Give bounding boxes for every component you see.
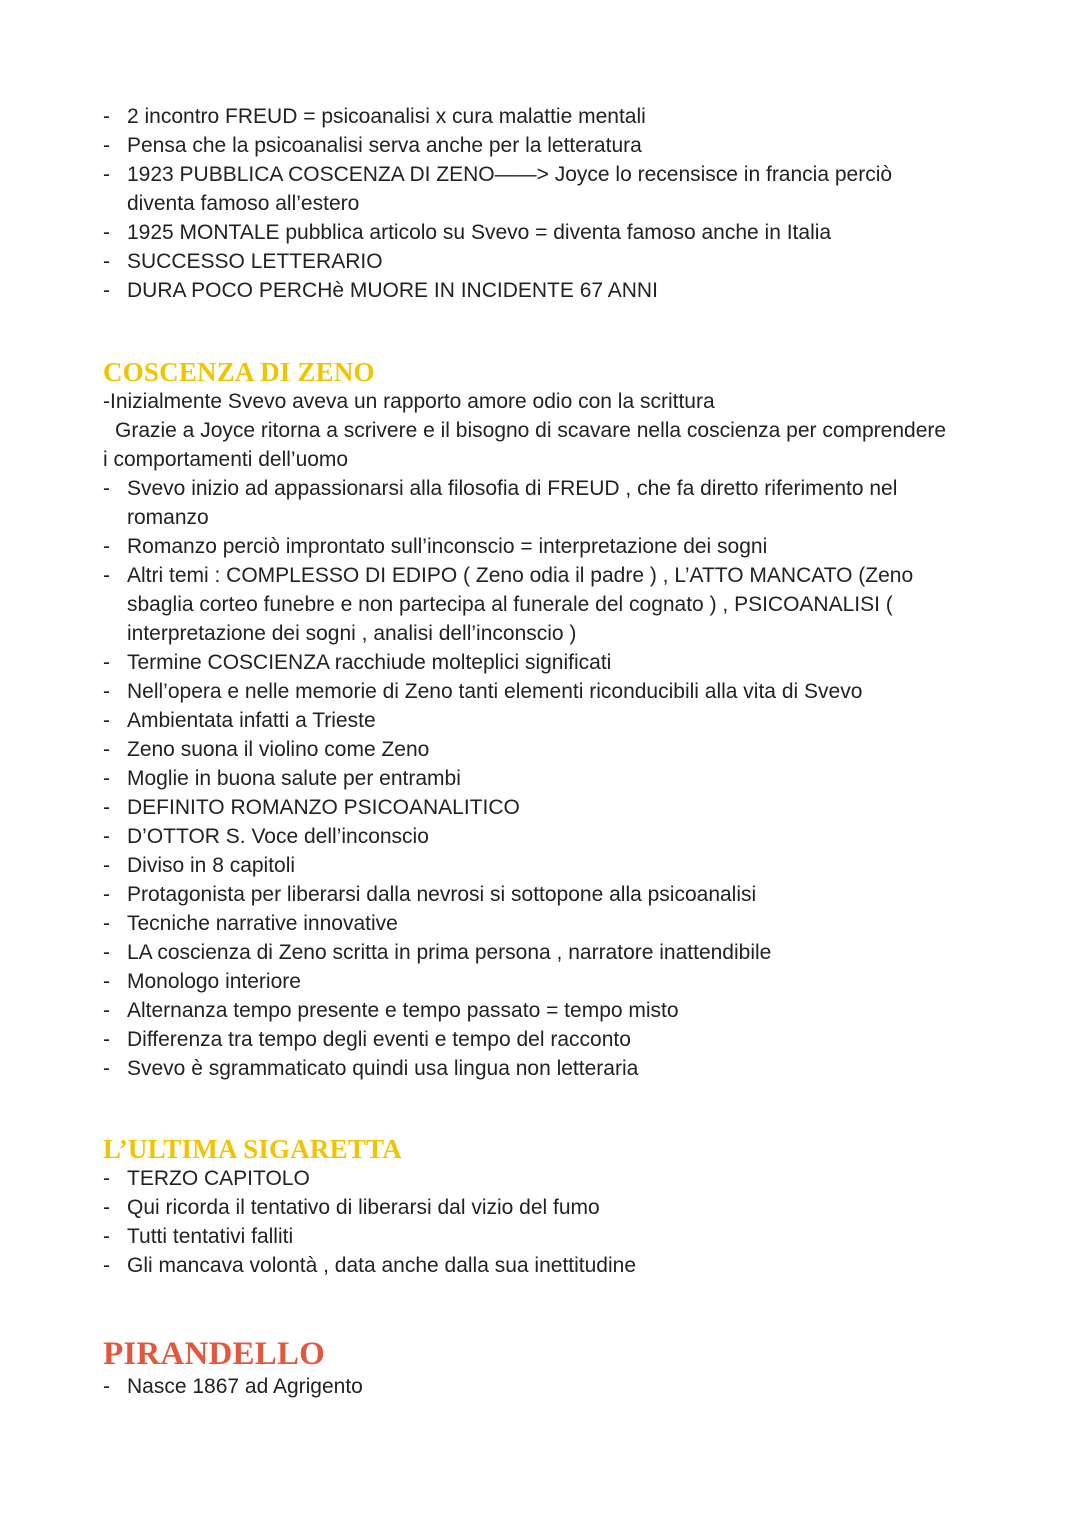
section-heading-coscienza: COSCENZA DI ZENO [103,357,375,387]
list-item: - Qui ricorda il tentativo di liberarsi dal vizio del fumo [103,1193,1003,1222]
list-item: - Tecniche narrative innovative [103,909,1003,938]
coscienza-list [103,474,1003,1083]
pirandello-list [103,1372,1003,1401]
list-item: - Tutti tentativi falliti [103,1222,1003,1251]
list-item: - Altri temi : COMPLESSO DI EDIPO ( Zeno odia il padre ) , L’ATTO MANCATO (Zeno sbaglia corteo funebre e non partecipa al funerale del cognato ) , PSICOANALISI ( interpretazione dei sogni , analisi dell’inconscio ) [103,561,957,648]
list-item: - Moglie in buona salute per entrambi [103,764,1003,793]
paragraph: Grazie a Joyce ritorna a scrivere e il bisogno di scavare nella coscienza per comprendere [115,419,947,442]
list-item: - 2 incontro FREUD = psicoanalisi x cura malattie mentali [103,102,1003,131]
sigaretta-section [103,1134,1003,1280]
list-item: - DEFINITO ROMANZO PSICOANALITICO [103,793,1003,822]
list-item: - Romanzo perciò improntato sull’inconscio = interpretazione dei sogni [103,532,1003,561]
list-item: - SUCCESSO LETTERARIO [103,247,1003,276]
list-item: - Monologo interiore [103,967,1003,996]
list-item: - 1923 PUBBLICA COSCENZA DI ZENO——> Joyce lo recensisce in francia perciò diventa famoso all’estero [103,160,927,218]
list-item: - Diviso in 8 capitoli [103,851,1003,880]
list-item: - DURA POCO PERCHè MUORE IN INCIDENTE 67 ANNI [103,276,1003,305]
section-heading-pirandello: PIRANDELLO [103,1336,326,1372]
list-item: - Protagonista per liberarsi dalla nevrosi si sottopone alla psicoanalisi [103,880,1003,909]
list-item: - Gli mancava volontà , data anche dalla sua inettitudine [103,1251,1003,1280]
list-item: - Svevo è sgrammaticato quindi usa lingua non letteraria [103,1054,1003,1083]
list-item: - Termine COSCIENZA racchiude molteplici significati [103,648,1003,677]
paragraph: i comportamenti dell’uomo [103,448,349,471]
list-item: - 1925 MONTALE pubblica articolo su Svevo = diventa famoso anche in Italia [103,218,1003,247]
list-item: - Zeno suona il violino come Zeno [103,735,1003,764]
list-item: - Svevo inizio ad appassionarsi alla filosofia di FREUD , che fa diretto riferimento nel romanzo [103,474,947,532]
svevo-intro-section [103,102,1003,305]
list-item: - Pensa che la psicoanalisi serva anche per la letteratura [103,131,1003,160]
list-item: - Ambientata infatti a Trieste [103,706,1003,735]
list-item: - LA coscienza di Zeno scritta in prima persona , narratore inattendibile [103,938,1003,967]
list-item: - TERZO CAPITOLO [103,1164,1003,1193]
coscienza-section [103,357,1003,1083]
list-item: - Nasce 1867 ad Agrigento [103,1372,1003,1401]
paragraph: -Inizialmente Svevo aveva un rapporto amore odio con la scrittura [103,390,715,413]
svevo-intro-list [103,102,1003,305]
pirandello-section [103,1336,1003,1401]
sigaretta-list [103,1164,1003,1280]
section-heading-sigaretta: L’ULTIMA SIGARETTA [103,1134,402,1164]
list-item: - Differenza tra tempo degli eventi e tempo del racconto [103,1025,1003,1054]
list-item: - Nell’opera e nelle memorie di Zeno tanti elementi riconducibili alla vita di Svevo [103,677,1003,706]
list-item: - Alternanza tempo presente e tempo passato = tempo misto [103,996,1003,1025]
list-item: - D’OTTOR S. Voce dell’inconscio [103,822,1003,851]
